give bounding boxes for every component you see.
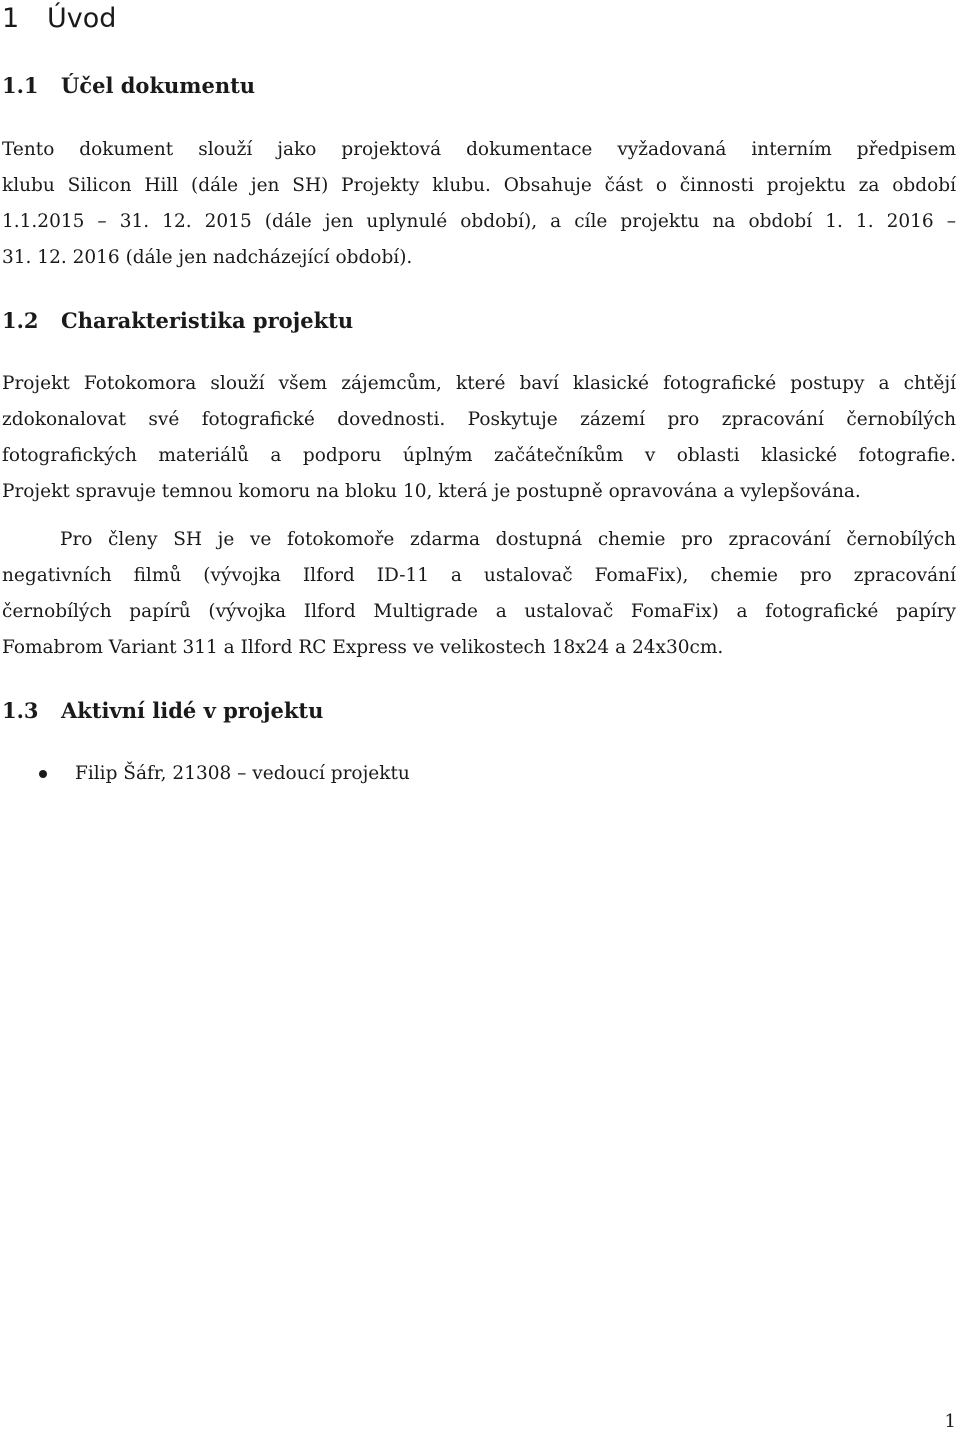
chapter-heading (2, 2, 116, 36)
text-line: klubu Silicon Hill (dále jen SH) Projekty klubu. Obsahuje část o činnosti projektu za období (2, 175, 956, 196)
text-line: 1.1.2015 – 31. 12. 2015 (dále jen uplynulé období), a cíle projektu na období 1. 1. 2016 – (2, 211, 956, 232)
chapter-number: 1 (2, 3, 20, 34)
section-title: Účel dokumentu (61, 73, 256, 98)
section-title: Charakteristika projektu (61, 308, 354, 333)
chapter-title: Úvod (47, 3, 117, 34)
page-number: 1 (944, 1411, 956, 1432)
paragraph-chemicals (2, 522, 956, 666)
section-number: 1.1 (2, 73, 39, 98)
text-line: Pro členy SH je ve fotokomoře zdarma dostupná chemie pro zpracování černobílých (60, 529, 956, 550)
text-line: zdokonalovat své fotografické dovednosti. Poskytuje zázemí pro zpracování černobílých (2, 409, 956, 430)
section-title: Aktivní lidé v projektu (61, 698, 324, 723)
text-line: Projekt Fotokomora slouží všem zájemcům, které baví klasické fotografické postupy a chtějí (2, 373, 956, 394)
section-heading-purpose (2, 72, 255, 100)
paragraph-characteristics (2, 366, 956, 510)
text-line: Fomabrom Variant 311 a Ilford RC Express ve velikostech 18x24 a 24x30cm. (2, 637, 724, 658)
text-line: negativních filmů (vývojka Ilford ID-11 a ustalovač FomaFix), chemie pro zpracování (2, 565, 956, 586)
paragraph-purpose (2, 132, 956, 276)
text-line: černobílých papírů (vývojka Ilford Multigrade a ustalovač FomaFix) a fotografické papíry (2, 601, 956, 622)
text-line: Projekt spravuje temnou komoru na bloku 10, která je postupně opravována a vylepšována. (2, 481, 861, 502)
text-line: Tento dokument slouží jako projektová dokumentace vyžadovaná interním předpisem (2, 139, 956, 160)
section-number: 1.2 (2, 308, 39, 333)
list-item (2, 756, 410, 792)
people-list (2, 756, 410, 792)
section-heading-people (2, 697, 323, 725)
bullet-icon (39, 770, 47, 778)
section-heading-characteristics (2, 307, 353, 335)
section-number: 1.3 (2, 698, 39, 723)
text-line: 31. 12. 2016 (dále jen nadcházející období). (2, 247, 413, 268)
person-entry: Filip Šáfr, 21308 – vedoucí projektu (75, 763, 410, 784)
text-line: fotografických materiálů a podporu úplným začátečníkům v oblasti klasické fotografie. (2, 445, 956, 466)
